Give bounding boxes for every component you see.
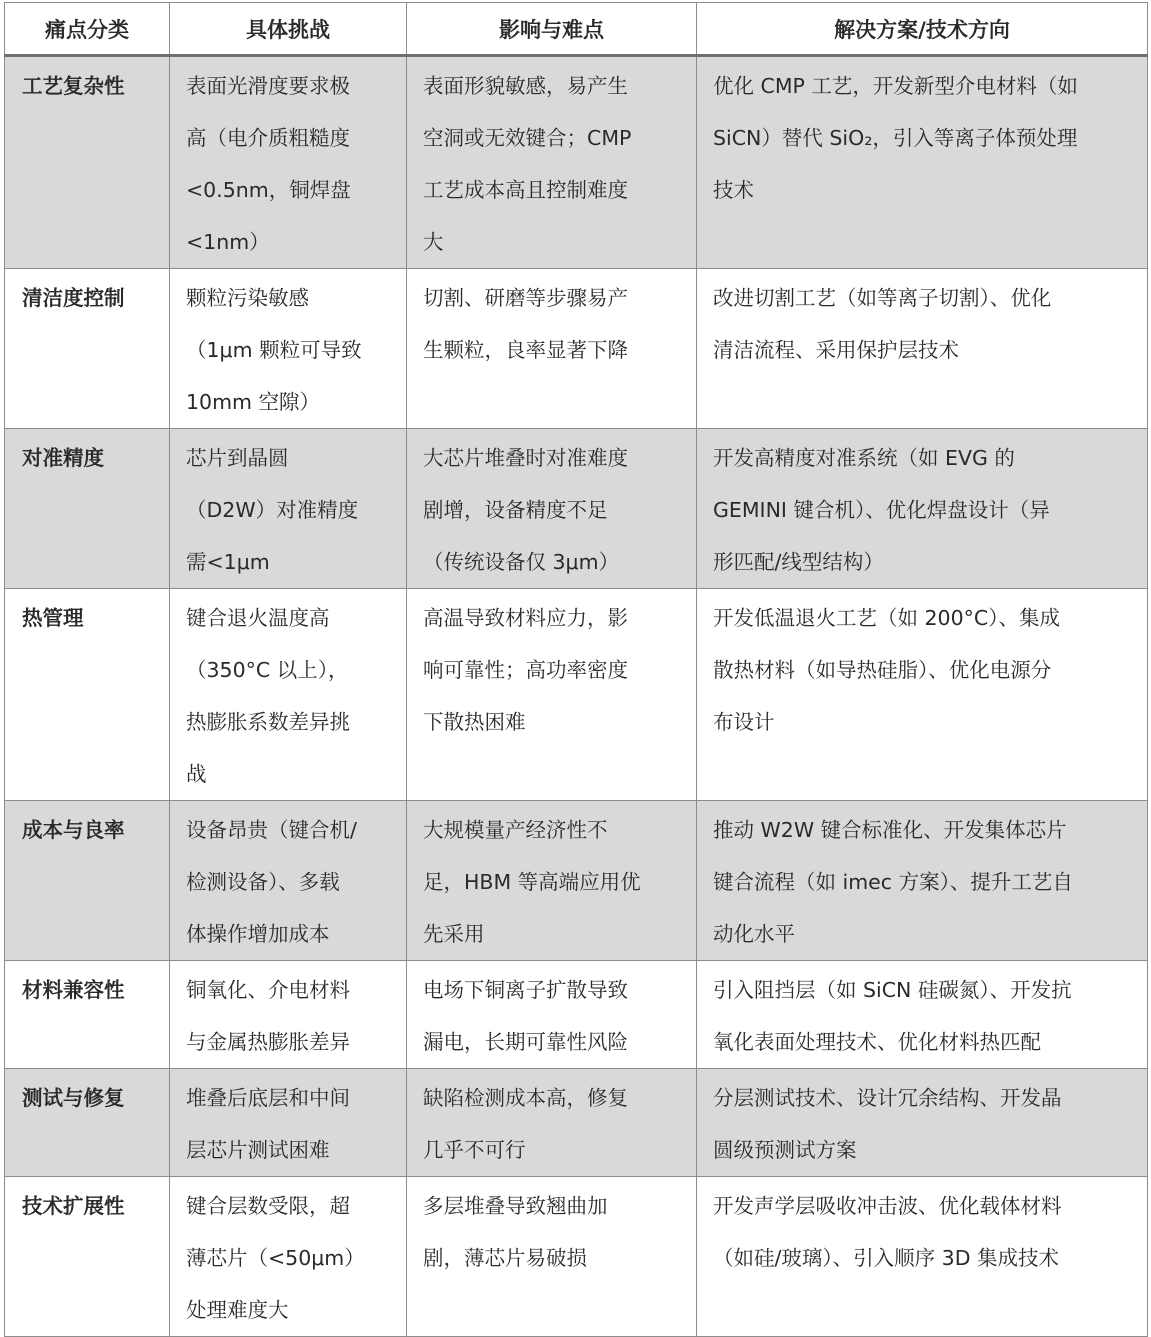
impact-text: 高温导致材料应力，影 响可靠性；高功率密度 下散热困难 <box>423 606 628 734</box>
solution-cell <box>697 801 1148 961</box>
category-text: 材料兼容性 <box>22 978 125 1002</box>
challenge-cell <box>170 429 407 589</box>
challenge-cell <box>170 56 407 269</box>
solution-cell <box>697 1177 1148 1337</box>
solution-cell <box>697 961 1148 1069</box>
header-impact: 影响与难点 <box>407 3 697 56</box>
impact-text: 缺陷检测成本高，修复 几乎不可行 <box>423 1086 628 1162</box>
table-row <box>5 56 1148 269</box>
category-text: 热管理 <box>22 606 84 630</box>
solution-cell <box>697 56 1148 269</box>
solution-cell <box>697 1069 1148 1177</box>
challenge-text: 键合层数受限，超 薄芯片（<50μm） 处理难度大 <box>186 1194 365 1322</box>
solution-text: 优化 CMP 工艺，开发新型介电材料（如 SiCN）替代 SiO₂，引入等离子体预处理 技术 <box>713 74 1078 202</box>
impact-cell <box>407 801 697 961</box>
challenge-text: 表面光滑度要求极 高（电介质粗糙度 <0.5nm，铜焊盘 <1nm） <box>186 74 351 254</box>
solution-cell <box>697 589 1148 801</box>
impact-cell <box>407 269 697 429</box>
impact-text: 多层堆叠导致翘曲加 剧，薄芯片易破损 <box>423 1194 608 1270</box>
category-text: 成本与良率 <box>22 818 125 842</box>
category-cell <box>5 1069 170 1177</box>
solution-text: 开发低温退火工艺（如 200°C）、集成 散热材料（如导热硅脂）、优化电源分 布设计 <box>713 606 1060 734</box>
solution-text: 改进切割工艺（如等离子切割）、优化 清洁流程、采用保护层技术 <box>713 286 1052 362</box>
impact-cell <box>407 1069 697 1177</box>
solution-cell <box>697 269 1148 429</box>
table-row <box>5 429 1148 589</box>
impact-cell <box>407 589 697 801</box>
challenge-cell <box>170 1069 407 1177</box>
header-solution: 解决方案/技术方向 <box>697 3 1148 56</box>
impact-text: 大规模量产经济性不 足，HBM 等高端应用优 先采用 <box>423 818 641 946</box>
impact-text: 大芯片堆叠时对准难度 剧增，设备精度不足 （传统设备仅 3μm） <box>423 446 628 574</box>
category-cell <box>5 269 170 429</box>
header-challenge: 具体挑战 <box>170 3 407 56</box>
table-row <box>5 1177 1148 1337</box>
table-row <box>5 1069 1148 1177</box>
category-cell <box>5 429 170 589</box>
category-text: 技术扩展性 <box>22 1194 125 1218</box>
table-row <box>5 801 1148 961</box>
table-row <box>5 269 1148 429</box>
challenge-text: 芯片到晶圆 （D2W）对准精度 需<1μm <box>186 446 359 574</box>
challenge-text: 颗粒污染敏感 （1μm 颗粒可导致 10mm 空隙） <box>186 286 362 414</box>
table-row <box>5 589 1148 801</box>
header-row <box>5 3 1148 56</box>
category-text: 对准精度 <box>22 446 104 470</box>
solution-text: 分层测试技术、设计冗余结构、开发晶 圆级预测试方案 <box>713 1086 1062 1162</box>
solution-cell <box>697 429 1148 589</box>
challenge-cell <box>170 269 407 429</box>
challenge-cell <box>170 1177 407 1337</box>
challenge-cell <box>170 961 407 1069</box>
challenge-text: 堆叠后底层和中间 层芯片测试困难 <box>186 1086 350 1162</box>
solution-text: 开发高精度对准系统（如 EVG 的 GEMINI 键合机）、优化焊盘设计（异 形匹配/线型结构） <box>713 446 1050 574</box>
impact-text: 切割、研磨等步骤易产 生颗粒，良率显著下降 <box>423 286 628 362</box>
impact-cell <box>407 961 697 1069</box>
pain-point-table <box>4 2 1148 1337</box>
solution-text: 引入阻挡层（如 SiCN 硅碳氮）、开发抗 氧化表面处理技术、优化材料热匹配 <box>713 978 1072 1054</box>
challenge-cell <box>170 589 407 801</box>
solution-text: 开发声学层吸收冲击波、优化载体材料 （如硅/玻璃）、引入顺序 3D 集成技术 <box>713 1194 1062 1270</box>
header-category: 痛点分类 <box>5 3 170 56</box>
challenge-cell <box>170 801 407 961</box>
table-row <box>5 961 1148 1069</box>
category-cell <box>5 56 170 269</box>
category-cell <box>5 589 170 801</box>
impact-text: 表面形貌敏感，易产生 空洞或无效键合；CMP 工艺成本高且控制难度 大 <box>423 74 632 254</box>
category-text: 测试与修复 <box>22 1086 125 1110</box>
category-cell <box>5 1177 170 1337</box>
category-text: 清洁度控制 <box>22 286 125 310</box>
impact-cell <box>407 429 697 589</box>
category-cell <box>5 961 170 1069</box>
impact-text: 电场下铜离子扩散导致 漏电，长期可靠性风险 <box>423 978 628 1054</box>
challenge-text: 设备昂贵（键合机/ 检测设备）、多载 体操作增加成本 <box>186 818 357 946</box>
category-cell <box>5 801 170 961</box>
impact-cell <box>407 1177 697 1337</box>
solution-text: 推动 W2W 键合标准化、开发集体芯片 键合流程（如 imec 方案）、提升工艺自 动化水平 <box>713 818 1073 946</box>
category-text: 工艺复杂性 <box>22 74 125 98</box>
challenge-text: 键合退火温度高 （350°C 以上）， 热膨胀系数差异挑 战 <box>186 606 350 786</box>
challenge-text: 铜氧化、介电材料 与金属热膨胀差异 <box>186 978 350 1054</box>
impact-cell <box>407 56 697 269</box>
